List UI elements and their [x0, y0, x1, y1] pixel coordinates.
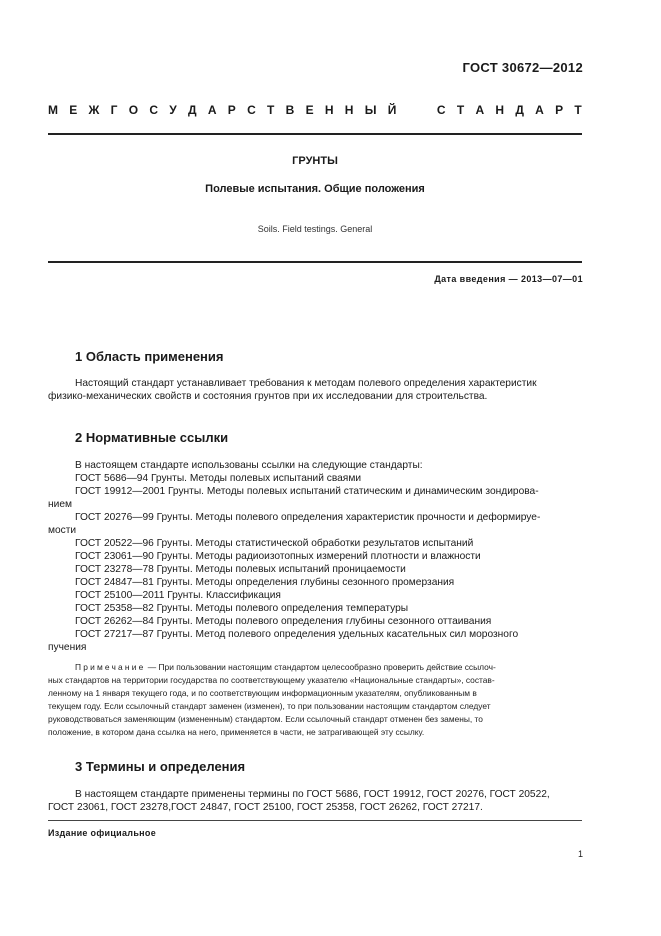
official-edition-label: Издание официальное	[48, 828, 157, 838]
section-1-text	[48, 377, 582, 403]
section-3-text	[48, 788, 582, 814]
references-intro: В настоящем стандарте использованы ссылки на следующие стандарты:	[75, 460, 423, 471]
category-letter: Ы	[364, 103, 377, 117]
category-letter: В	[285, 103, 295, 117]
english-title: Soils. Field testings. General	[257, 224, 373, 234]
category-letter: Н	[495, 103, 505, 117]
page-number: 1	[577, 849, 583, 859]
category-letter: Й	[387, 103, 397, 117]
category-letter: Е	[305, 103, 314, 117]
section-1-line-2: физико-механических свойств и состояния грунтов при их исследовании для строительства.	[48, 391, 488, 402]
category-letter: С	[436, 103, 446, 117]
standard-category	[48, 103, 582, 117]
category-letter: С	[149, 103, 159, 117]
footer-rule	[48, 820, 582, 821]
category-letter: М	[48, 103, 58, 117]
references-list	[48, 459, 582, 654]
header-rule	[48, 133, 582, 135]
section-3-line-1: В настоящем стандарте применены термины по ГОСТ 5686, ГОСТ 19912, ГОСТ 20276, ГОСТ 20522,	[75, 789, 550, 800]
reference-item-continuation: нием	[48, 499, 72, 510]
introduction-date: Дата введения — 2013—07—01	[434, 274, 583, 284]
note-text: — При пользовании настоящим стандартом целесообразно проверить действие ссылоч-	[145, 662, 496, 672]
reference-item: ГОСТ 5686—94 Грунты. Методы полевых испытаний сваями	[75, 473, 362, 484]
note-line: руководствоваться заменяющим (измененным) стандартом. Если ссылочный стандарт отменен без замены, то	[48, 714, 483, 724]
reference-item: ГОСТ 27217—87 Грунты. Метод полевого определения удельных касательных сил морозного	[75, 629, 519, 640]
category-letter: Т	[456, 103, 465, 117]
category-letter: А	[207, 103, 217, 117]
category-letter: О	[128, 103, 139, 117]
note-lead: Примечание	[75, 662, 146, 672]
category-letter: Т	[574, 103, 582, 117]
section-2-heading: 2 Нормативные ссылки	[75, 430, 229, 445]
document-subtitle: Полевые испытания. Общие положения	[205, 183, 425, 195]
reference-item: ГОСТ 25358—82 Грунты. Методы полевого определения температуры	[75, 603, 409, 614]
note-line: положение, в котором дана ссылка на него, применяется в части, не затрагивающей эту ссылку.	[48, 727, 425, 737]
section-1-line-1: Настоящий стандарт устанавливает требования к методам полевого определения характеристик	[75, 378, 537, 389]
document-title: ГРУНТЫ	[292, 155, 338, 167]
section-3-line-2: ГОСТ 23061, ГОСТ 23278,ГОСТ 24847, ГОСТ 25100, ГОСТ 25358, ГОСТ 26262, ГОСТ 27217.	[48, 802, 483, 813]
note-line: ных стандартов на территории государства по соответствующему указателю «Национальные стандарты», состав-	[48, 675, 495, 685]
reference-item: ГОСТ 23278—78 Грунты. Методы полевых испытаний проницаемости	[75, 564, 406, 575]
category-letter: Д	[515, 103, 524, 117]
category-letter: Е	[69, 103, 78, 117]
reference-item: ГОСТ 20522—96 Грунты. Методы статистической обработки результатов испытаний	[75, 538, 474, 549]
category-letter: Р	[227, 103, 236, 117]
title-rule	[48, 261, 582, 263]
section-3-heading: 3 Термины и определения	[75, 759, 246, 774]
category-letter: Д	[188, 103, 197, 117]
reference-item: ГОСТ 23061—90 Грунты. Методы радиоизотопных измерений плотности и влажности	[75, 551, 481, 562]
reference-item-continuation: пучения	[48, 642, 87, 653]
category-word-gap	[408, 103, 426, 117]
category-letter: А	[475, 103, 485, 117]
note-line: ленному на 1 января текущего года, и по соответствующим информационным указателям, опубликованным в	[48, 688, 477, 698]
reference-item: ГОСТ 24847—81 Грунты. Методы определения глубины сезонного промерзания	[75, 577, 455, 588]
note-line	[48, 661, 582, 674]
category-letter: С	[247, 103, 256, 117]
category-letter: Г	[110, 103, 118, 117]
gost-code: ГОСТ 30672—2012	[462, 60, 583, 75]
reference-item: ГОСТ 19912—2001 Грунты. Методы полевых испытаний статическим и динамическим зондирова-	[75, 486, 539, 497]
category-letter: Ж	[88, 103, 100, 117]
category-letter: Р	[555, 103, 564, 117]
reference-item: ГОСТ 25100—2011 Грунты. Классификация	[75, 590, 281, 601]
category-letter: Н	[344, 103, 354, 117]
category-letter: Н	[324, 103, 334, 117]
reference-item: ГОСТ 26262—84 Грунты. Методы полевого определения глубины сезонного оттаивания	[75, 616, 492, 627]
category-letter: Т	[267, 103, 275, 117]
note-line: текущем году. Если ссылочный стандарт заменен (изменен), то при пользовании настоящим стандартом следует	[48, 701, 491, 711]
reference-item: ГОСТ 20276—99 Грунты. Методы полевого определения характеристик прочности и деформируе-	[75, 512, 541, 523]
section-1-heading: 1 Область применения	[75, 349, 224, 364]
reference-item-continuation: мости	[48, 525, 77, 536]
category-letter: У	[169, 103, 177, 117]
category-letter: А	[535, 103, 544, 117]
note-block	[48, 661, 582, 739]
